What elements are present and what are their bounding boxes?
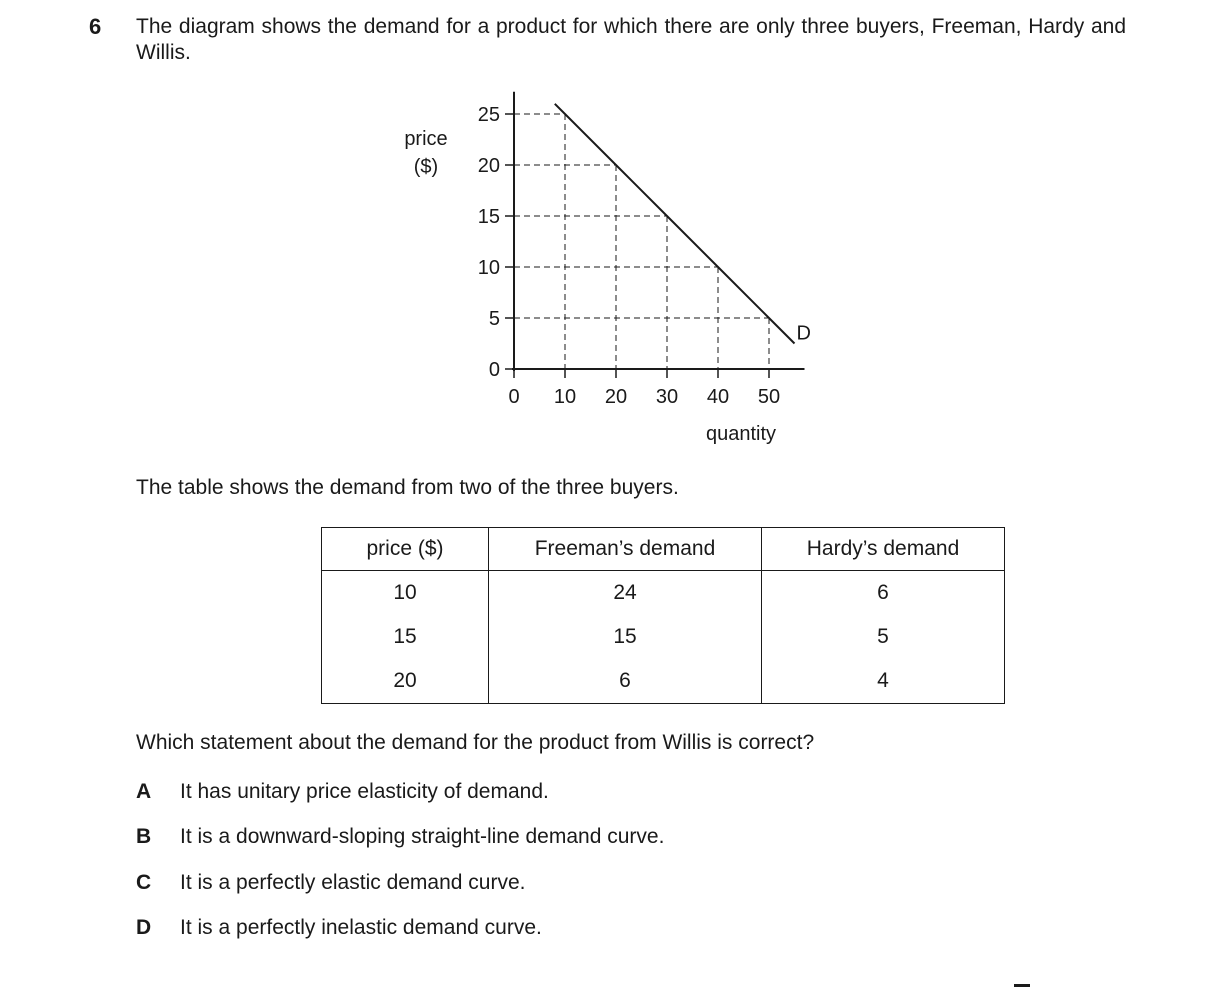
page-corner-mark [1014, 984, 1030, 987]
demand-curve-label: D [796, 322, 811, 345]
x-tick-label: 50 [757, 386, 781, 408]
cell-hardy: 6 [762, 571, 1005, 616]
option-letter: C [136, 871, 152, 894]
x-tick-label: 0 [508, 386, 520, 408]
demand-series [555, 104, 795, 344]
option-letter: A [136, 780, 152, 803]
header-hardy: Hardy’s demand [762, 528, 1005, 571]
cell-price: 10 [322, 571, 489, 616]
option-letter: D [136, 916, 152, 939]
x-tick-label: 10 [553, 386, 577, 408]
x-tick-label: 40 [706, 386, 730, 408]
cell-freeman: 15 [489, 615, 762, 659]
table-row [322, 659, 1005, 704]
cell-price: 20 [322, 659, 489, 704]
table-row [322, 571, 1005, 616]
y-tick-label: 5 [488, 308, 500, 330]
cell-hardy: 5 [762, 615, 1005, 659]
option-text: It is a perfectly elastic demand curve. [180, 871, 526, 894]
demand-chart [380, 85, 820, 455]
demand-table [321, 527, 1005, 704]
y-tick-label: 15 [477, 206, 500, 228]
header-freeman: Freeman’s demand [489, 528, 762, 571]
x-axis-label: quantity [705, 423, 777, 445]
cell-hardy: 4 [762, 659, 1005, 704]
demand-curve-line [555, 104, 795, 344]
option-text: It is a perfectly inelastic demand curve. [180, 916, 542, 939]
question-intro: The diagram shows the demand for a product for which there are only three buyers, Freeman, Hardy and Willis. [136, 15, 1126, 64]
question-prompt: Which statement about the demand for the product from Willis is correct? [136, 731, 815, 754]
y-axis-label: price [404, 128, 448, 150]
table-intro: The table shows the demand from two of the three buyers. [136, 476, 679, 499]
chart-axes [505, 92, 805, 378]
header-price: price ($) [322, 528, 489, 571]
option-b[interactable] [136, 824, 664, 850]
table-row [322, 615, 1005, 659]
y-tick-label: 20 [477, 155, 500, 177]
option-letter: B [136, 825, 152, 848]
option-d[interactable] [136, 915, 542, 941]
guide-lines [514, 114, 769, 369]
y-tick-label: 0 [488, 359, 500, 381]
cell-freeman: 24 [489, 571, 762, 616]
option-a[interactable] [136, 779, 549, 805]
axis-labels [404, 104, 811, 445]
y-axis-unit-label: ($) [413, 156, 439, 178]
option-text: It has unitary price elasticity of demand. [180, 780, 549, 803]
x-tick-label: 30 [655, 386, 679, 408]
question-number: 6 [89, 14, 102, 39]
y-tick-label: 25 [477, 104, 500, 126]
cell-price: 15 [322, 615, 489, 659]
option-c[interactable] [136, 870, 526, 896]
cell-freeman: 6 [489, 659, 762, 704]
table-header-row [322, 528, 1005, 571]
option-text: It is a downward-sloping straight-line demand curve. [180, 825, 665, 848]
x-tick-label: 20 [604, 386, 628, 408]
y-tick-label: 10 [477, 257, 500, 279]
